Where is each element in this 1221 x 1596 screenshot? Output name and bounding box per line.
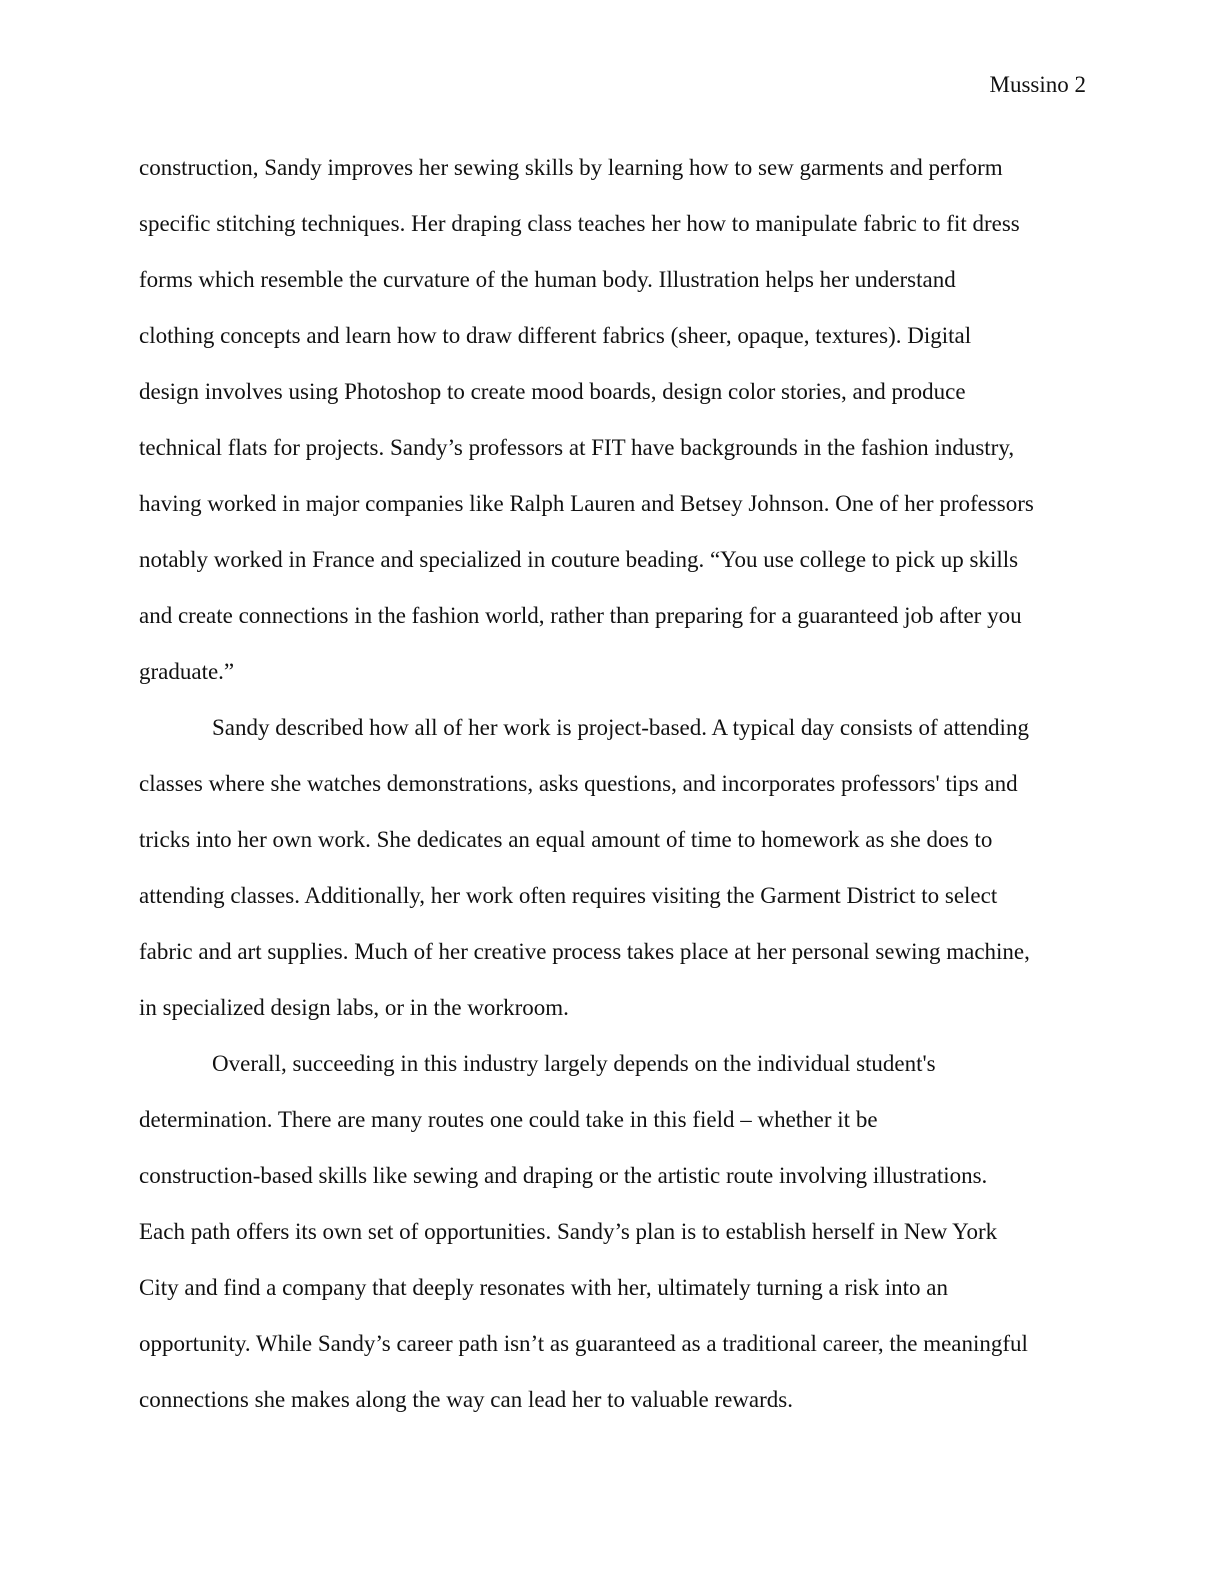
running-head: Mussino 2 (989, 72, 1086, 97)
text-line: design involves using Photoshop to create mood boards, design color stories, and produce (139, 379, 966, 404)
text-line: fabric and art supplies. Much of her creative process takes place at her personal sewing machine, (139, 939, 1030, 964)
text-line: connections she makes along the way can lead her to valuable rewards. (139, 1387, 793, 1412)
paragraph-3 (139, 1036, 1099, 1428)
text-line: graduate.” (139, 659, 235, 684)
text-line: forms which resemble the curvature of the human body. Illustration helps her understand (139, 267, 956, 292)
body-text (139, 140, 1099, 1428)
paragraph-2 (139, 700, 1099, 1036)
text-line: Each path offers its own set of opportunities. Sandy’s plan is to establish herself in New York (139, 1219, 998, 1244)
text-line: opportunity. While Sandy’s career path isn’t as guaranteed as a traditional career, the meaningful (139, 1331, 1028, 1356)
paragraph-1 (139, 140, 1099, 700)
text-line: classes where she watches demonstrations, asks questions, and incorporates professors' tips and (139, 771, 1018, 796)
text-line: having worked in major companies like Ralph Lauren and Betsey Johnson. One of her professors (139, 491, 1034, 516)
text-line: attending classes. Additionally, her work often requires visiting the Garment District to select (139, 883, 998, 908)
text-line: construction, Sandy improves her sewing skills by learning how to sew garments and perform (139, 155, 1003, 180)
text-line: specific stitching techniques. Her draping class teaches her how to manipulate fabric to fit dress (139, 211, 1020, 236)
text-line: Sandy described how all of her work is project-based. A typical day consists of attending (212, 715, 1029, 740)
text-line: City and find a company that deeply resonates with her, ultimately turning a risk into an (139, 1275, 948, 1300)
text-line: clothing concepts and learn how to draw different fabrics (sheer, opaque, textures). Digital (139, 323, 972, 348)
text-line: determination. There are many routes one could take in this field – whether it be (139, 1107, 878, 1132)
text-line: notably worked in France and specialized in couture beading. “You use college to pick up skills (139, 547, 1019, 572)
text-line: tricks into her own work. She dedicates an equal amount of time to homework as she does to (139, 827, 993, 852)
text-line: and create connections in the fashion world, rather than preparing for a guaranteed job after you (139, 603, 1022, 628)
text-line: technical flats for projects. Sandy’s professors at FIT have backgrounds in the fashion industry, (139, 435, 1015, 460)
text-line: Overall, succeeding in this industry largely depends on the individual student's (212, 1051, 936, 1076)
text-line: in specialized design labs, or in the workroom. (139, 995, 569, 1020)
text-line: construction-based skills like sewing and draping or the artistic route involving illustrations. (139, 1163, 988, 1188)
